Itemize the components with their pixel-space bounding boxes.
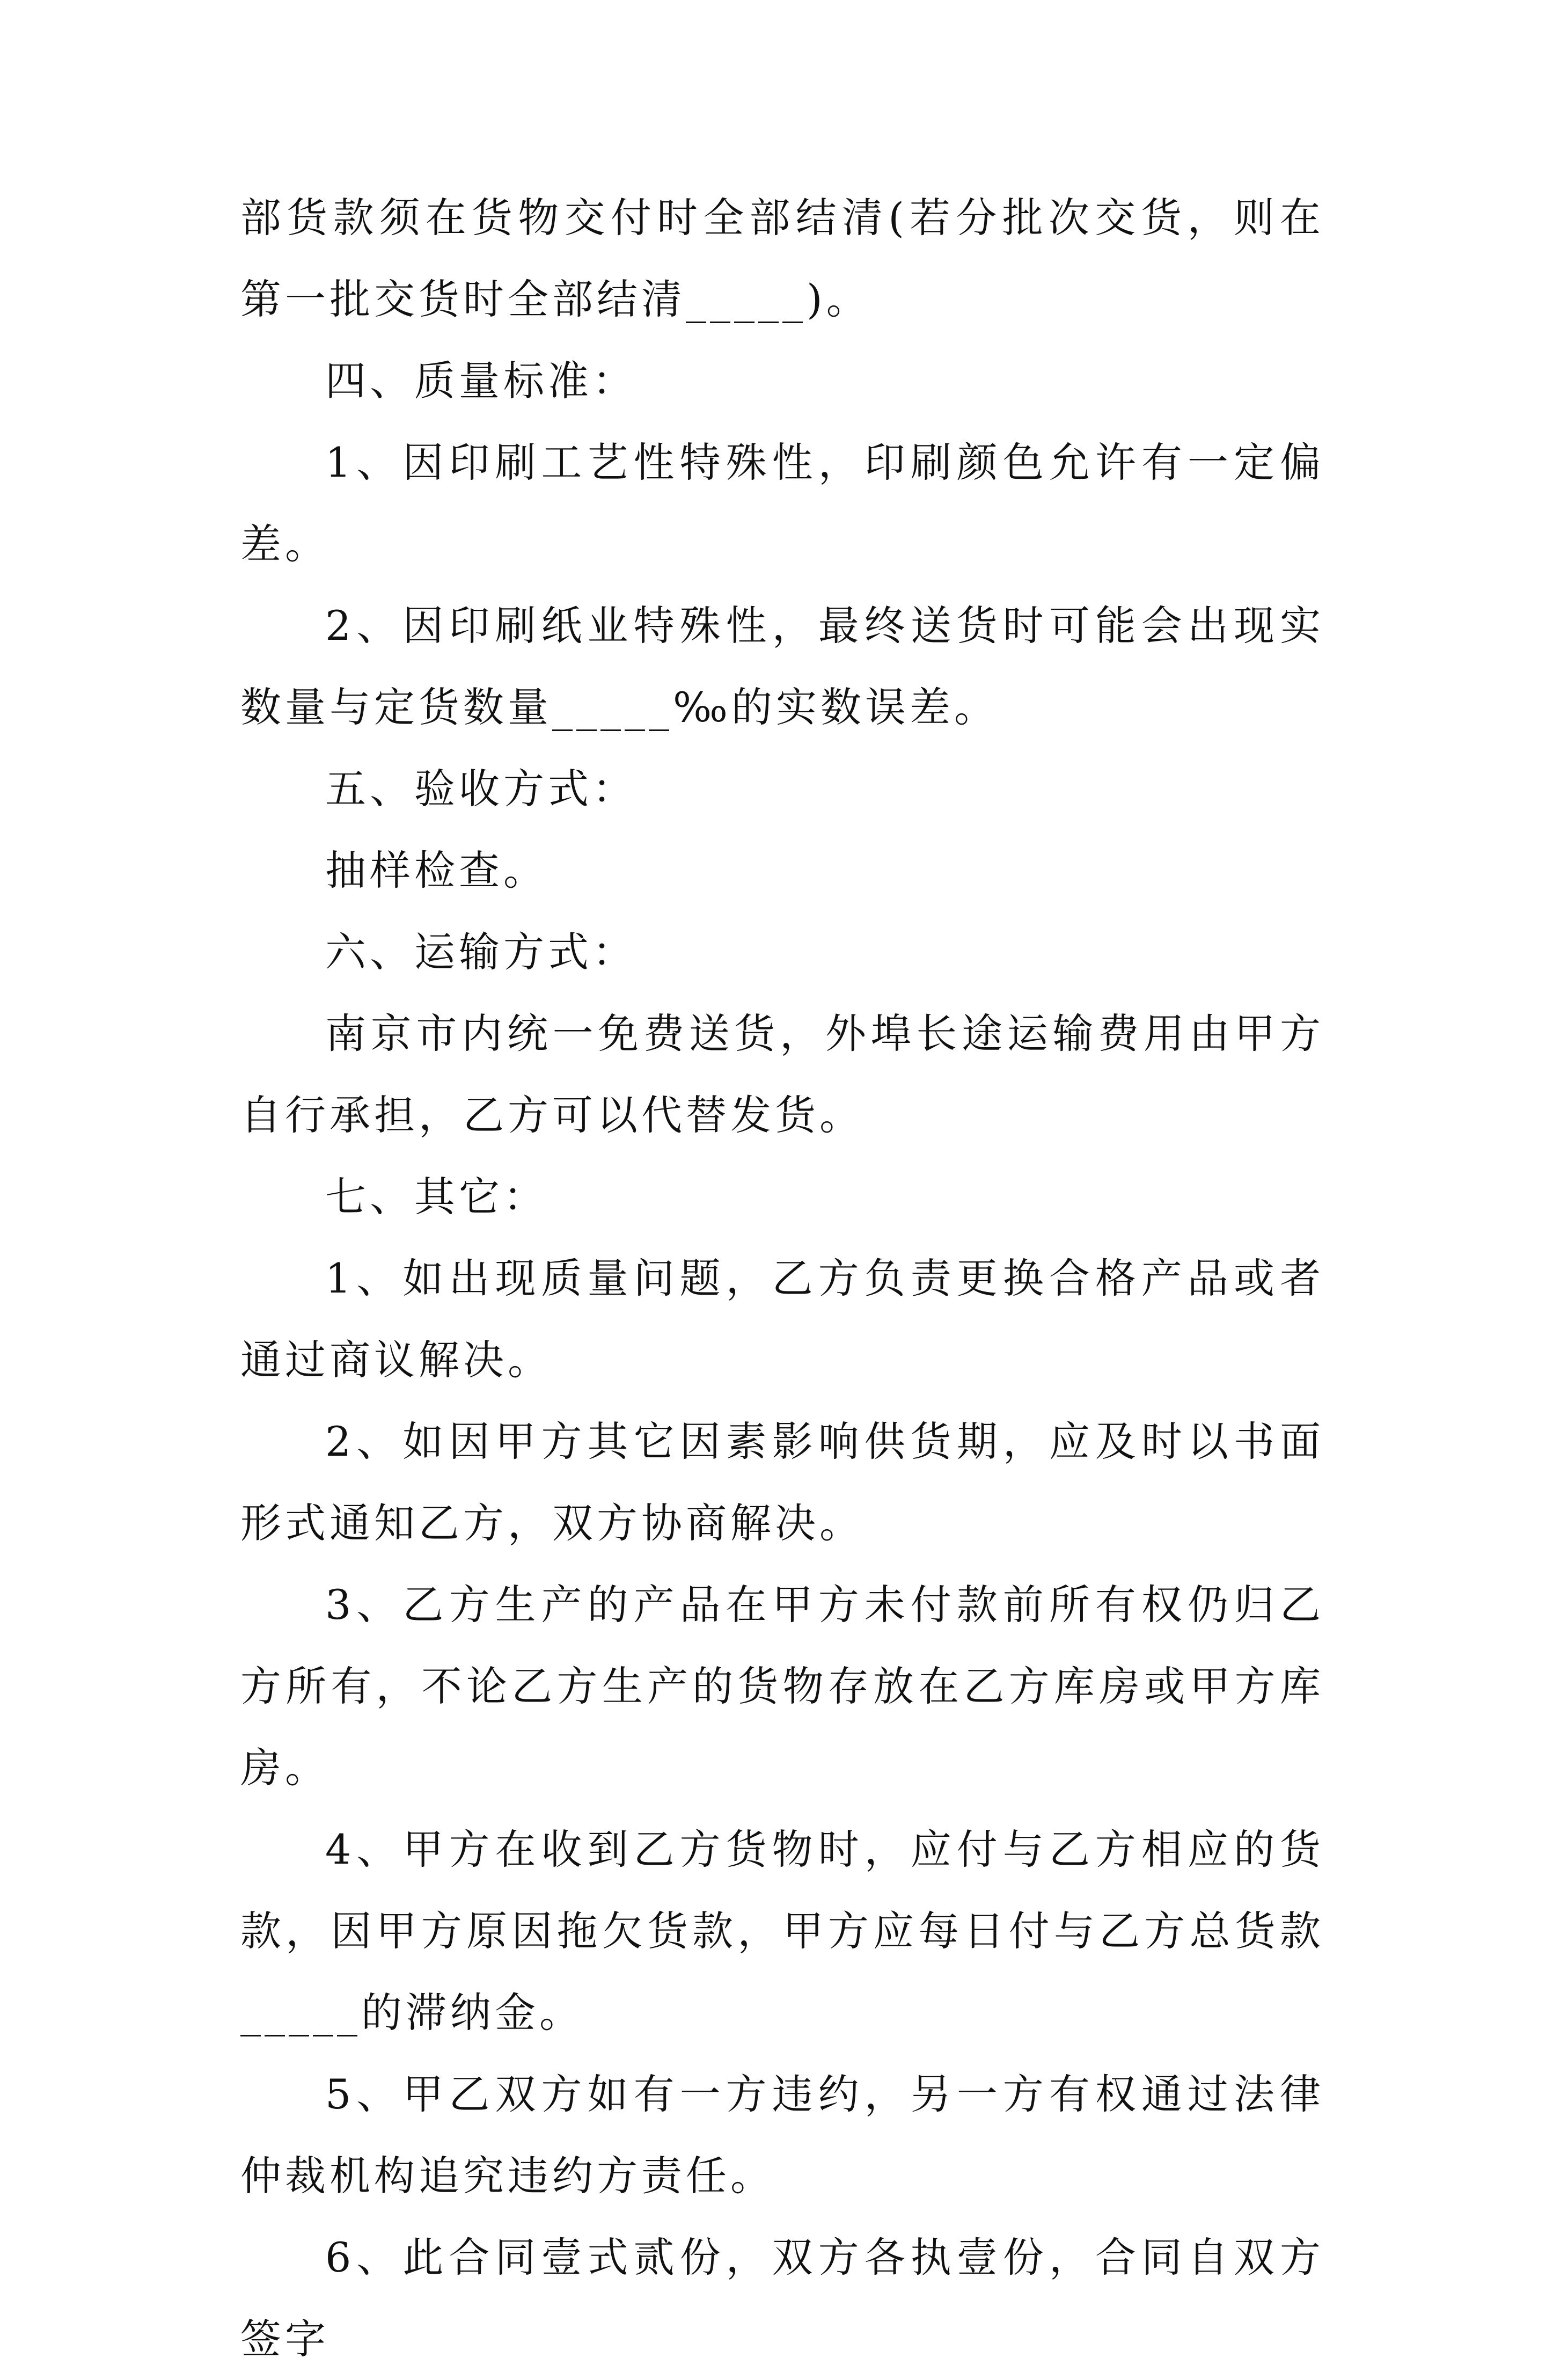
paragraph-breach-liability: 5、甲乙双方如有一方违约，另一方有权通过法律仲裁机构追究违约方责任。	[240, 2070, 1324, 2200]
heading-quality-standard: 四、质量标准：	[325, 357, 637, 405]
paragraph-payment-settlement: 部货款须在货物交付时全部结清(若分批次交货，则在第一批交货时全部结清_____)。	[240, 194, 1324, 323]
paragraph-color-deviation: 1、因印刷工艺性特殊性，印刷颜色允许有一定偏差。	[240, 439, 1324, 568]
paragraph-contract-copies: 6、此合同壹式贰份，双方各执壹份，合同自双方签字	[240, 2233, 1324, 2363]
paragraph-sampling-inspection: 抽样检查。	[325, 846, 548, 894]
contract-body	[240, 177, 1324, 2380]
paragraph-quality-issues: 1、如出现质量问题，乙方负责更换合格产品或者通过商议解决。	[240, 1254, 1324, 1384]
heading-other-terms: 七、其它：	[325, 1173, 548, 1221]
paragraph-ownership: 3、乙方生产的产品在甲方未付款前所有权仍归乙方所有，不论乙方生产的货物存放在乙方库房或甲方库房。	[240, 1581, 1324, 1792]
paragraph-delivery-terms: 南京市内统一免费送货，外埠长途运输费用由甲方自行承担，乙方可以代替发货。	[240, 1010, 1324, 1139]
paragraph-quantity-deviation: 2、因印刷纸业特殊性，最终送货时可能会出现实数量与定货数量_____‰的实数误差。	[240, 602, 1324, 731]
heading-acceptance-method: 五、验收方式：	[325, 765, 637, 813]
paragraph-supply-delay: 2、如因甲方其它因素影响供货期，应及时以书面形式通知乙方，双方协商解决。	[240, 1418, 1324, 1547]
heading-transport-method: 六、运输方式：	[325, 928, 637, 976]
paragraph-late-fee: 4、甲方在收到乙方货物时，应付与乙方相应的货款，因甲方原因拖欠货款，甲方应每日付与乙方总货款_____的滞纳金。	[240, 1826, 1324, 2036]
